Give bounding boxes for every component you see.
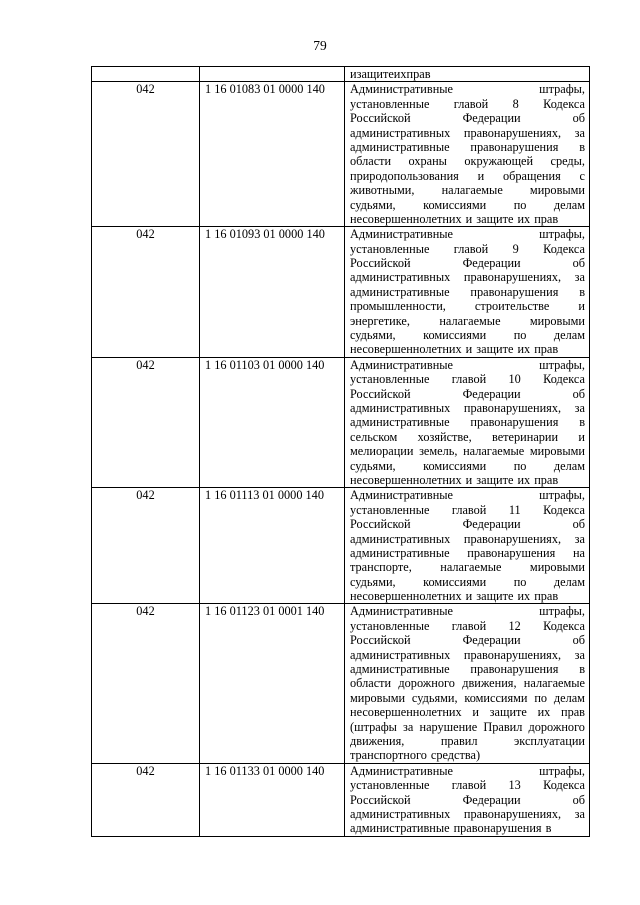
description-word: на xyxy=(572,545,585,560)
description-word: мелиорации xyxy=(350,444,414,459)
description-word: за xyxy=(574,400,585,415)
description-word: административных xyxy=(350,531,451,546)
description-word: эксплуатации xyxy=(514,733,585,748)
description-word: Федерации xyxy=(462,517,521,532)
description-word: защите xyxy=(476,472,514,487)
description-word: судьями, xyxy=(350,458,396,473)
description-word: и xyxy=(350,67,357,81)
description-word: движения, xyxy=(462,676,517,691)
description-word: несовершеннолетних xyxy=(350,589,462,604)
description-word: мировыми xyxy=(529,444,585,459)
description-line xyxy=(350,169,585,183)
description-line xyxy=(350,720,585,734)
description-line xyxy=(350,517,585,531)
description-word: об xyxy=(572,633,585,648)
description-word: правонарушения xyxy=(470,662,559,677)
description-word: строительстве xyxy=(474,299,550,314)
description-word: об xyxy=(572,386,585,401)
description-word: несовершеннолетних xyxy=(350,342,462,357)
description-word: комиссиями xyxy=(464,690,528,705)
description-word: 12 xyxy=(508,618,521,633)
description-word: Российской xyxy=(350,792,411,807)
description-word: комиссиями xyxy=(423,574,487,589)
description-word: об xyxy=(572,517,585,532)
description-word: Кодекса xyxy=(543,372,585,387)
description-word: административные xyxy=(350,139,450,154)
description-line xyxy=(350,619,585,633)
description-word: 13 xyxy=(508,778,521,793)
table-row xyxy=(92,357,590,488)
description-word: правонарушения xyxy=(453,821,542,836)
description-line xyxy=(350,111,585,125)
admin-code-cell: 042 xyxy=(92,604,200,763)
description-word: их xyxy=(517,342,531,357)
description-word: Административные xyxy=(350,604,453,619)
description-word: правонарушения xyxy=(470,139,559,154)
description-word: защите xyxy=(476,589,514,604)
description-word: и xyxy=(578,429,585,444)
description-word: административные xyxy=(350,662,450,677)
description-line xyxy=(350,778,585,792)
description-word: правонарушениях, xyxy=(463,270,562,285)
description-word: за xyxy=(574,647,585,662)
description-word: Административные xyxy=(350,82,453,97)
description-word: с xyxy=(579,168,585,183)
description-word: дорожного xyxy=(398,676,455,691)
description-line xyxy=(350,444,585,458)
description-line xyxy=(350,503,585,517)
description-word: Административные xyxy=(350,227,453,242)
description-word: за xyxy=(574,806,585,821)
description-word: 10 xyxy=(508,372,521,387)
description-word: в xyxy=(579,284,585,299)
description-word: Федерации xyxy=(462,633,521,648)
admin-code-cell: 042 xyxy=(92,227,200,358)
description-word: об xyxy=(572,256,585,271)
description-word: правонарушения xyxy=(470,284,559,299)
description-word: главой xyxy=(453,241,489,256)
description-word: комиссиями xyxy=(423,328,487,343)
budget-classification-code-cell: 1 16 01133 01 0000 140 xyxy=(200,763,345,836)
table-row xyxy=(92,488,590,604)
description-word: транспорте, xyxy=(350,560,412,575)
description-line xyxy=(350,270,585,284)
description-line xyxy=(350,676,585,690)
description-word: Административные xyxy=(350,488,453,503)
description-word: правонарушения xyxy=(470,415,559,430)
admin-code-cell: 042 xyxy=(92,763,200,836)
description-word: административные xyxy=(350,415,450,430)
description-line xyxy=(350,662,585,676)
description-word: по xyxy=(513,197,527,212)
description-line xyxy=(350,633,585,647)
description-word: штрафы, xyxy=(539,357,585,372)
description-word: Административные xyxy=(350,357,453,372)
description-line xyxy=(350,560,585,574)
budget-classification-code-cell: 1 16 01083 01 0000 140 xyxy=(200,82,345,227)
description-word: установленные xyxy=(350,502,430,517)
description-line xyxy=(350,227,585,241)
description-word: налагаемые xyxy=(439,313,501,328)
description-word: их xyxy=(537,705,551,720)
description-word: установленные xyxy=(350,241,430,256)
description-word: (штрафы xyxy=(350,719,397,734)
description-word: Кодекса xyxy=(543,778,585,793)
description-word: окружающей xyxy=(464,154,534,169)
description-word: прав xyxy=(534,342,559,357)
description-word: правил xyxy=(440,733,478,748)
description-word: административных xyxy=(350,125,451,140)
description-word: налагаемые xyxy=(441,183,503,198)
description-word: 8 xyxy=(512,96,519,111)
description-line xyxy=(350,604,585,618)
description-line xyxy=(350,821,585,835)
table-row xyxy=(92,82,590,227)
description-word: средства) xyxy=(430,748,481,763)
admin-code-cell xyxy=(92,67,200,82)
description-word: мировыми xyxy=(529,560,585,575)
description-line xyxy=(350,198,585,212)
description-word: их xyxy=(393,67,407,81)
description-word: защите xyxy=(476,211,514,226)
admin-code-cell: 042 xyxy=(92,488,200,604)
description-line xyxy=(350,575,585,589)
description-line xyxy=(350,285,585,299)
description-word: за xyxy=(403,719,414,734)
description-word: комиссиями xyxy=(423,197,487,212)
description-cell xyxy=(345,82,590,227)
description-cell xyxy=(345,488,590,604)
description-word: и xyxy=(472,705,479,720)
description-word: их xyxy=(517,472,531,487)
description-word: установленные xyxy=(350,778,430,793)
description-word: движения, xyxy=(350,733,405,748)
description-word: за xyxy=(574,531,585,546)
description-word: по xyxy=(513,328,527,343)
description-line xyxy=(350,314,585,328)
description-word: и xyxy=(465,589,473,604)
description-word: комиссиями xyxy=(423,458,487,473)
description-word: Российской xyxy=(350,517,411,532)
description-word: охраны xyxy=(408,154,447,169)
description-word: штрафы, xyxy=(539,763,585,778)
description-word: нарушение xyxy=(419,719,478,734)
description-line xyxy=(350,589,585,603)
budget-codes-table xyxy=(91,66,590,837)
description-word: защите xyxy=(356,67,394,81)
description-word: правонарушениях, xyxy=(463,531,562,546)
description-line xyxy=(350,183,585,197)
description-word: установленные xyxy=(350,96,430,111)
description-word: среды, xyxy=(550,154,585,169)
description-line xyxy=(350,648,585,662)
budget-classification-code-cell: 1 16 01093 01 0000 140 xyxy=(200,227,345,358)
description-word: судьями, xyxy=(350,197,396,212)
description-line xyxy=(350,154,585,168)
description-word: мировыми xyxy=(350,690,406,705)
description-line xyxy=(350,328,585,342)
description-word: несовершеннолетних xyxy=(350,705,462,720)
description-word: и xyxy=(465,211,473,226)
description-cell xyxy=(345,357,590,488)
description-word: 9 xyxy=(512,241,519,256)
description-word: земель, xyxy=(419,444,458,459)
description-word: штрафы, xyxy=(539,227,585,242)
description-cell xyxy=(345,227,590,358)
description-line xyxy=(350,256,585,270)
description-word: административные xyxy=(350,821,450,836)
description-word: главой xyxy=(451,372,487,387)
description-word: природопользования xyxy=(350,168,459,183)
description-line xyxy=(350,415,585,429)
description-line xyxy=(350,140,585,154)
admin-code-cell: 042 xyxy=(92,357,200,488)
description-line xyxy=(350,82,585,96)
description-line xyxy=(350,793,585,807)
description-word: Федерации xyxy=(462,386,521,401)
description-word: в xyxy=(545,821,552,836)
description-word: в xyxy=(579,139,585,154)
description-line xyxy=(350,705,585,719)
description-word: за xyxy=(574,125,585,140)
description-line xyxy=(350,691,585,705)
description-word: в xyxy=(579,415,585,430)
description-word: прав xyxy=(406,67,431,81)
description-word: области xyxy=(350,676,392,691)
description-word: судьями, xyxy=(411,690,458,705)
budget-classification-code-cell xyxy=(200,67,345,82)
description-word: хозяйстве, xyxy=(417,429,472,444)
description-word: Федерации xyxy=(462,256,521,271)
description-word: защите xyxy=(476,342,514,357)
description-word: Административные xyxy=(350,763,453,778)
description-word: правонарушениях, xyxy=(463,647,562,662)
description-word: защите xyxy=(489,705,527,720)
budget-classification-code-cell: 1 16 01103 01 0000 140 xyxy=(200,357,345,488)
description-cell xyxy=(345,604,590,763)
description-word: штрафы, xyxy=(539,604,585,619)
description-word: и xyxy=(578,299,585,314)
description-line xyxy=(350,546,585,560)
description-word: административные xyxy=(350,284,450,299)
description-word: прав xyxy=(534,589,559,604)
description-word: дорожного xyxy=(528,719,585,734)
description-word: административные xyxy=(350,545,450,560)
description-word: мировыми xyxy=(529,183,585,198)
description-word: установленные xyxy=(350,618,430,633)
description-word: прав xyxy=(534,211,559,226)
description-word: за xyxy=(574,270,585,285)
description-word: делам xyxy=(553,458,585,473)
description-word: области xyxy=(350,154,392,169)
description-word: Федерации xyxy=(462,792,521,807)
description-line xyxy=(350,459,585,473)
description-word: сельском xyxy=(350,429,398,444)
description-line xyxy=(350,212,585,226)
table-row xyxy=(92,763,590,836)
description-word: налагаемые xyxy=(463,444,525,459)
description-word: административных xyxy=(350,400,451,415)
description-word: прав xyxy=(534,472,559,487)
description-cell xyxy=(345,67,590,82)
description-word: административных xyxy=(350,270,451,285)
description-word: и xyxy=(465,472,473,487)
description-word: об xyxy=(572,792,585,807)
description-line xyxy=(350,764,585,778)
description-word: Кодекса xyxy=(543,618,585,633)
description-line xyxy=(350,242,585,256)
description-word: и xyxy=(477,168,485,183)
description-word: прав xyxy=(561,705,585,720)
budget-classification-code-cell: 1 16 01113 01 0000 140 xyxy=(200,488,345,604)
description-line xyxy=(350,358,585,372)
description-word: штрафы, xyxy=(539,82,585,97)
description-word: налагаемые xyxy=(523,676,585,691)
description-word: по xyxy=(534,690,548,705)
description-word: главой xyxy=(451,618,487,633)
admin-code-cell: 042 xyxy=(92,82,200,227)
description-line xyxy=(350,372,585,386)
description-line xyxy=(350,67,585,81)
description-word: по xyxy=(513,458,527,473)
description-word: Российской xyxy=(350,256,411,271)
description-word: Российской xyxy=(350,386,411,401)
description-word: делам xyxy=(553,690,585,705)
description-line xyxy=(350,387,585,401)
description-word: правонарушения xyxy=(467,545,556,560)
description-word: административных xyxy=(350,806,451,821)
description-line xyxy=(350,473,585,487)
description-line xyxy=(350,430,585,444)
description-word: Федерации xyxy=(462,111,521,126)
description-word: ветеринарии xyxy=(491,429,559,444)
description-word: обращения xyxy=(502,168,561,183)
description-line xyxy=(350,734,585,748)
description-word: транспортного xyxy=(350,748,427,763)
table-row xyxy=(92,604,590,763)
description-word: Правил xyxy=(483,719,523,734)
description-line xyxy=(350,97,585,111)
description-word: главой xyxy=(453,96,489,111)
description-line xyxy=(350,532,585,546)
description-word: Кодекса xyxy=(543,241,585,256)
description-line xyxy=(350,342,585,356)
description-word: энергетике, xyxy=(350,313,410,328)
description-word: административных xyxy=(350,647,451,662)
description-word: в xyxy=(579,662,585,677)
description-line xyxy=(350,807,585,821)
table-row xyxy=(92,227,590,358)
description-word: и xyxy=(465,342,473,357)
table-row xyxy=(92,67,590,82)
description-word: установленные xyxy=(350,372,430,387)
description-word: правонарушениях, xyxy=(463,806,562,821)
description-word: несовершеннолетних xyxy=(350,211,462,226)
description-word: Кодекса xyxy=(543,502,585,517)
description-line xyxy=(350,401,585,415)
description-cell xyxy=(345,763,590,836)
description-line xyxy=(350,488,585,502)
description-word: делам xyxy=(553,197,585,212)
budget-classification-code-cell: 1 16 01123 01 0001 140 xyxy=(200,604,345,763)
description-word: мировыми xyxy=(529,313,585,328)
description-word: об xyxy=(572,111,585,126)
description-word: судьями, xyxy=(350,328,396,343)
description-line xyxy=(350,748,585,762)
description-word: главой xyxy=(451,502,487,517)
description-line xyxy=(350,299,585,313)
description-word: их xyxy=(517,211,531,226)
page-number: 79 xyxy=(313,38,327,53)
description-word: штрафы, xyxy=(539,488,585,503)
description-word: главой xyxy=(451,778,487,793)
description-word: несовершеннолетних xyxy=(350,472,462,487)
description-word: их xyxy=(517,589,531,604)
description-line xyxy=(350,126,585,140)
description-word: правонарушениях, xyxy=(463,400,562,415)
description-word: правонарушениях, xyxy=(463,125,562,140)
description-word: по xyxy=(513,574,527,589)
description-word: 11 xyxy=(508,502,521,517)
description-word: животными, xyxy=(350,183,415,198)
description-word: промышленности, xyxy=(350,299,446,314)
description-word: судьями, xyxy=(350,574,396,589)
description-word: делам xyxy=(553,328,585,343)
description-word: Кодекса xyxy=(543,96,585,111)
description-word: Российской xyxy=(350,111,411,126)
description-word: Российской xyxy=(350,633,411,648)
description-word: налагаемые xyxy=(440,560,502,575)
description-word: делам xyxy=(553,574,585,589)
